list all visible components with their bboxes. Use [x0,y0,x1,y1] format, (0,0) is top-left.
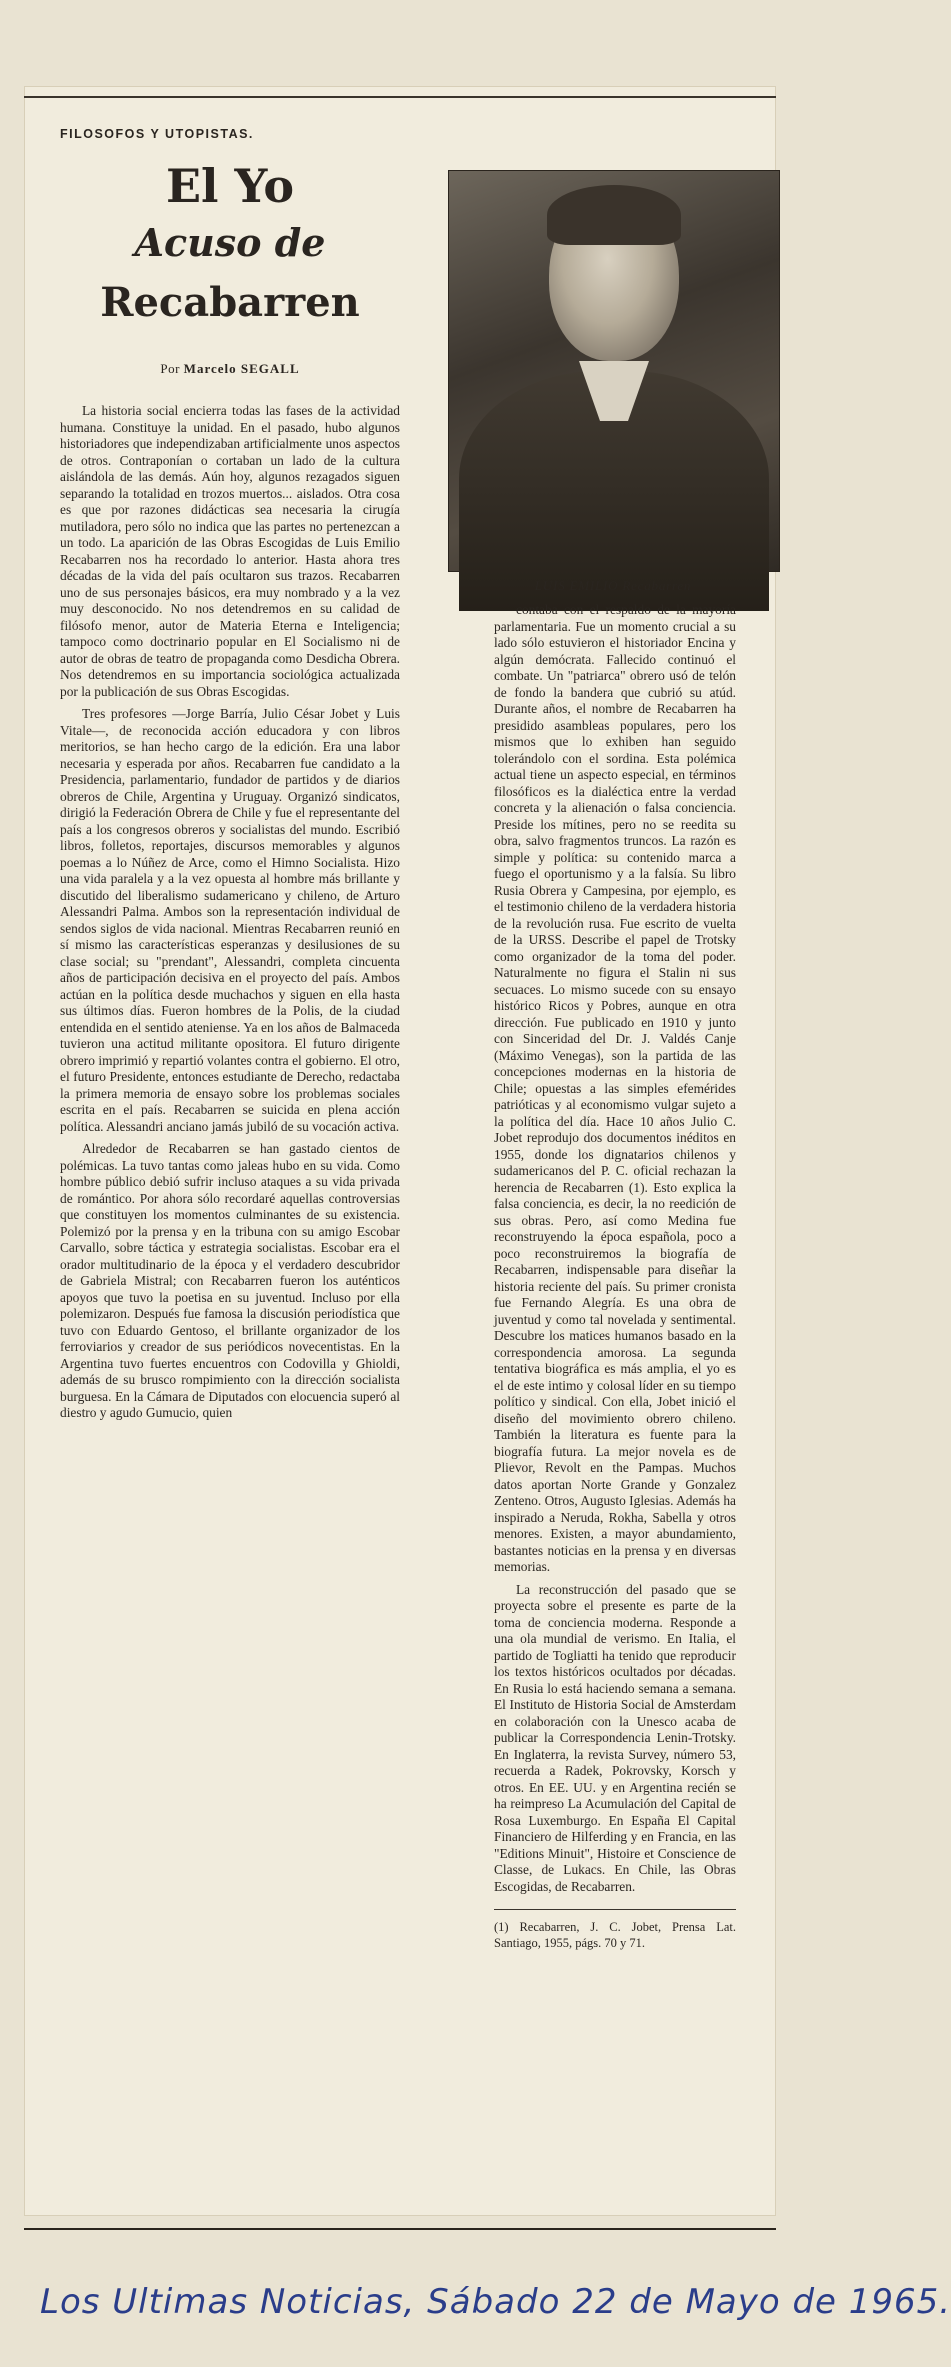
top-rule [24,96,776,98]
paragraph: contaba con el respaldo de la mayoría parlamentaria. Fue un momento crucial a su lado sólo estuvieron el historiador Encina y algún demócrata. Fallecido continuó el combate. Un "patriarca" obrero usó de telón de fondo la bandera que cubrió su atúd. Durante años, el nombre de Recabarren ha presidido asambleas populares, pero los mismos que lo exhiben han seguido tolerándolo con el sordina. Esta polémica actual tiene un aspecto especial, en términos filosóficos es la dialéctica entre la verdad concreta y la alienación o falsa conciencia. Preside los mítines, pero no se reedita su obra, salvo fragmentos truncos. La razón es simple y política: su contenido marca a fuego el oportunismo y a la falsía. Su libro Rusia Obrera y Campesina, por ejemplo, es el testimonio chileno de la verdadera historia de la revolución rusa. Fue escrito de vuelta de la URSS. Describe el papel de Trotsky como organizador de la toma del poder. Naturalmente no figura el Stalin ni sus secuaces. Lo mismo sucede con su ensayo histórico Ricos y Pobres, aunque en otra dirección. Fue publicado en 1910 y junto con Sinceridad del Dr. J. Valdés Canje (Máximo Venegas), son la partida de las concepciones modernas en la historia de Chile; opuestas a las simples efemérides patrióticas y al economismo vulgar sujeto a la política del día. Hace 10 años Julio C. Jobet reprodujo dos documentos inéditos en 1955, donde los dignatarios chilenos y sudamericanos del P. C. oficial rechazan la herencia de Recabarren (1). Esto explica la falsa conciencia, es decir, la no reedición de sus obras. Pero, así como Medina fue reconstruyendo la época española, poco a poco reconstruiremos la biografía de Recabarren, indispensable para diseñar la historia reciente del país. Su primer cronista fue Fernando Alegría. Es una obra de juventud y como tal novelada y sentimental. Descubre los matices humanos basado en la correspondencia amorosa. La segunda tentativa biográfica es más amplia, el yo es el de este intimo y colosal líder en su tiempo político y sindical. Con ella, Jobet inició el diseño del movimiento obrero chileno. También la literatura es fuente para la biografía futura. La mejor novela es de Plievor, Revolt en the Pampas. Muchos datos aportan Norte Grande y Gonzalez Zenteno. Otros, Augusto Iglesias. Además ha inspirado a Neruda, Rokha, Sabella y otros menores. Existen, a mayor abundamiento, bastantes noticias en la prensa y en diversas memorias. [494,602,736,1574]
portrait-photo [448,170,780,572]
paragraph: Tres profesores —Jorge Barría, Julio César Jobet y Luis Vitale—, de reconocida acción educadora y con libros meritorios, se han hecho cargo de la edición. Era una labor necesaria y esperada por años. Recabarren fue candidato a la Presidencia, parlamentario, fundador de partidos y de diarios obreros de Chile, Argentina y Uruguay. Organizó sindicatos, dirigió la Federación Obrera de Chile y fue el representante del país a los congresos obreros y socialistas del mundo. Escribió libros, folletos, reportajes, discursos memorables y algunos poemas a lo Núñez de Arce, como el Himno Socialista. Hizo una vida paralela y a la vez opuesta al hombre más brillante y discutido del liberalismo sudamericano y chileno, de Arturo Alessandri Palma. Ambos son la representación individual de sendos siglos de vida nacional. Mientras Recabarren reunió en sí mismo las características esperanzas y desilusiones de su clase social; su "prendant", Alessandri, completa cincuenta años de participación decisiva en el proyecto del país. Ambos actúan en la política desde muchachos y siguen en ella hasta sus últimos días. Fueron hombres de la Polis, de la ciudad entendida en el sentido ateniense. Ya en los años de Balmaceda tuvieron una actitud militante opositora. El futuro dirigente obrero imprimió y repartió volantes contra el gobierno. El otro, el futuro Presidente, entonces estudiante de Derecho, redactaba la primera memoria de ensayo sobre los problemas sociales escrita en el país. Recabarren se suicida en plena acción política. Alessandri anciano jamás jubiló de su vocación activa. [60,706,400,1134]
handwritten-source-note: Los Ultimas Noticias, Sábado 22 de Mayo de 1965. [40,2282,951,2322]
headline-line-2: Acuso de [134,219,326,265]
paragraph: Alrededor de Recabarren se han gastado cientos de polémicas. La tuvo tantas como jaleas hubo en su vida. Como hombre público debió sufrir incluso ataques a su vida privada de romántico. Por ahora sólo recordaré aquellas controversias que constituyen los momentos culminantes de su existencia. Polemizó por la prensa y en la tribuna con su amigo Escobar Carvallo, sobre táctica y estrategia socialistas. Escobar era el orador multitudinario de la época y el verdadero descubridor de Gabriela Mistral; con Recabarren fueron los auténticos apoyos que tuvo la poetisa en su juventud. Incluso por ella polemizaron. Después fue famosa la discusión periodística que tuvo con Eduardo Gentoso, el brillante organizador de los ferroviarios y creador de sus periódicos novecentistas. En la Argentina tuvo fuertes encuentros con Codovilla y Ghioldi, además de su brusco rompimiento con la dirección socialista burguesa. En la Cámara de Diputados con elocuencia superó al diestro y agudo Gumucio, quien [60,1141,400,1420]
section-kicker: FILOSOFOS Y UTOPISTAS. [60,127,254,141]
byline-author: Marcelo SEGALL [183,360,300,376]
left-column [60,126,400,1428]
headline-line-1: El Yo [165,158,295,213]
right-column [494,602,736,1957]
footnote: (1) Recabarren, J. C. Jobet, Prensa Lat. Santiago, 1955, págs. 70 y 71. [494,1920,736,1950]
footnote-rule [494,1909,736,1910]
byline [60,361,400,378]
newspaper-clipping [24,86,776,2216]
paragraph: La reconstrucción del pasado que se proyecta sobre el presente es parte de la toma de conciencia moderna. Responde a una ola mundial de verismo. En Italia, el partido de Togliatti ha tenido que reproducir los textos históricos ocultados por décadas. En Rusia lo está haciendo semana a semana. El Instituto de Historia Social de Amsterdam en colaboración con la Unesco acaba de publicar la Correspondencia Lenin-Trotsky. En Inglaterra, la revista Survey, número 53, recuerda a Radek, Pokrovsky, Korsch y otros. En EE. UU. y en Argentina recién se ha reimpreso La Acumulación del Capital de Rosa Luxemburgo. En España El Capital Financiero de Hilferding y en Francia, en las "Editions Minuit", Histoire et Conscience de Classe, de Lukacs. En Chile, las Obras Escogidas, de Recabarren. [494,1581,736,1894]
paragraph: La historia social encierra todas las fases de la actividad humana. Constituye la unidad. En el pasado, hubo algunos historiadores que independizaban artificialmente unos aspectos de otros. Contraponían o cortaban un lado de la cultura aislándola de las demás. Aún hoy, algunos rezagados siguen separando la totalidad en trozos muertos... aislados. Otra cosa es que por razones didácticas sea necesaria la cirugía mutiladora, pero sólo no indica que las partes no pertenezcan a un todo. La aparición de las Obras Escogidas de Luis Emilio Recabarren nos ha recordado lo anterior. Hasta ahora tres décadas de la vida del país ocultaron sus trazos. Recabarren uno de sus personajes básicos, era muy nombrado y a la vez muy desconocido. No nos detendremos en su calidad de filósofo menor, autor de Materia Eterna e Inteligencia; tampoco como doctrinario popular en El Socialismo ni de autor de obras de teatro de propaganda como Desdicha Obrera. Nos detendremos en su importancia sociológica actualizada por la publicación de sus Obras Escogidas. [60,403,400,699]
photo-caption: LUIS EMILIO Recabarren [534,578,692,593]
portrait-hair [547,185,681,245]
bottom-rule [24,2228,776,2230]
byline-prefix: Por [160,360,180,376]
headline-line-3: Recabarren [100,278,360,326]
